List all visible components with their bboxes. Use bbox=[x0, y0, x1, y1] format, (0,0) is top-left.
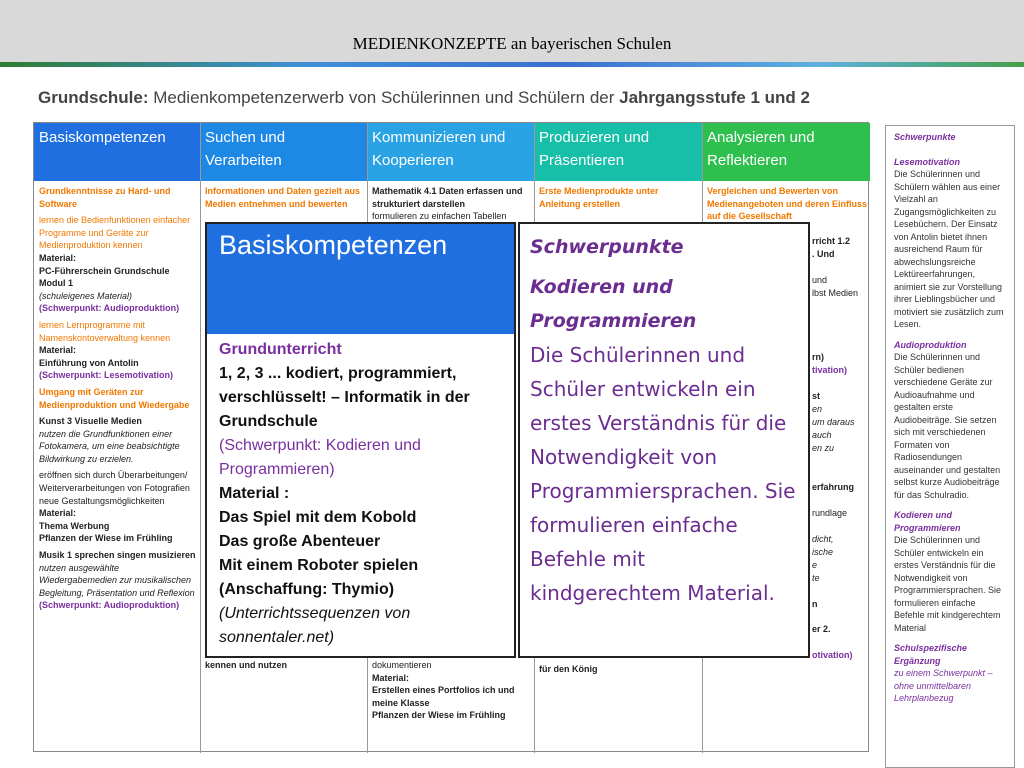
overlay-left-header bbox=[207, 224, 514, 334]
column-header-suchen: Suchen und Verarbeiten bbox=[200, 123, 367, 181]
column-1-content: Grundkenntnisse zu Hard- und Software lernen die Bedienfunktionen einfacher Programme und Geräte zur Medienproduktion kennen Material: PC-Führerschein Grundschule Modul 1 (schuleigenes Material) (Schwerpunkt: Audioproduktion) lernen Lernprogramme mit Namenskontoverwaltung kennen Material: Einführung von Antolin (Schwerpunkt: Lesemotivation) Umgang mit Geräten zur Medienproduktion und Wiedergabe Kunst 3 Visuelle Medien nutzen die Grundfunktionen einer Fotokamera, um eine beabsichtigte Bildwirkung zu erzielen. eröffnen sich durch Überarbeitungen/ Weiterverarbeitungen von Fotografien neue Gestaltungsmöglichkeiten Material: Thema Werbung Pflanzen der Wiese im Frühling Musik 1 sprechen singen musizieren nutzen ausgewählte Wiedergabemedien zur musikalischen Begleitung, Präsentation und Reflexion (Schwerpunkt: Audioproduktion) bbox=[39, 186, 196, 611]
column-divider bbox=[200, 123, 201, 753]
overlay-schwerpunkte bbox=[518, 222, 810, 658]
column-5-content: Vergleichen und Bewerten von Medienangeboten und deren Einfluss auf die Gesellschaft bbox=[707, 186, 868, 222]
side-section-heading: Lesemotivation bbox=[894, 156, 961, 167]
heading-middle: Medienkompetenzerwerb von Schülerinnen und Schülern der bbox=[148, 88, 620, 107]
slide-title: MEDIENKONZEPTE an bayerischen Schulen bbox=[352, 34, 672, 53]
column-5-fragment: n bbox=[812, 599, 818, 609]
column-5-fragment: rn) bbox=[812, 352, 824, 362]
overlay-left-line: Material : bbox=[219, 485, 290, 502]
column-5-fragment: te bbox=[812, 573, 820, 583]
overlay-right-text: Die Schülerinnen und Schüler entwickeln ein erstes Verständnis für die Notwendigkeit von Programmiersprachen. Sie formulieren einfache Befehle mit kindgerechtem Material. bbox=[530, 343, 796, 605]
overlay-left-body bbox=[207, 334, 514, 654]
overlay-right-subtitle: Kodieren und Programmieren bbox=[530, 276, 697, 332]
overlay-left-line: Das Spiel mit dem Kobold bbox=[219, 509, 417, 526]
overlay-left-title: Basiskompetenzen bbox=[219, 230, 448, 260]
column-3-content: Mathematik 4.1 Daten erfassen und strukturiert darstellen formulieren zu einfachen Tabellen bbox=[372, 186, 523, 222]
column-3-lower-content: dokumentieren Material: Erstellen eines Portfolios ich und meine Klasse Pflanzen der Wiese im Frühling bbox=[372, 660, 515, 721]
heading-school: Grundschule: bbox=[38, 88, 149, 107]
column-5-fragment: und bbox=[812, 275, 828, 285]
column-2-content: Informationen und Daten gezielt aus Medien entnehmen und bewerten bbox=[205, 186, 361, 209]
column-header-basiskompetenzen: Basiskompetenzen bbox=[34, 123, 200, 181]
column-4-fragment: für den König bbox=[539, 664, 598, 674]
column-5-fragment: er 2. bbox=[812, 624, 831, 634]
column-4-content: Erste Medienprodukte unter Anleitung erstellen bbox=[539, 186, 659, 209]
overlay-left-line: (Schwerpunkt: Kodieren und Programmieren) bbox=[219, 437, 421, 478]
column-header-produzieren: Produzieren und Präsentieren bbox=[534, 123, 702, 181]
column-5-fragment: e bbox=[812, 560, 818, 570]
column-5-fragment: rundlage bbox=[812, 508, 848, 518]
column-5-fragment: lbst Medien bbox=[812, 288, 859, 298]
overlay-basiskompetenzen bbox=[205, 222, 516, 658]
overlay-left-line: 1, 2, 3 ... kodiert, programmiert, verschlüsselt! – Informatik in der Grundschule bbox=[219, 365, 470, 430]
side-section-heading: Audioproduktion bbox=[894, 339, 967, 350]
column-5-fragment: dicht, bbox=[812, 534, 834, 544]
overlay-left-line: Mit einem Roboter spielen (Anschaffung: Thymio) bbox=[219, 557, 419, 598]
overlay-left-line: (Unterrichtssequenzen von sonnentaler.net) bbox=[219, 605, 411, 646]
column-5-fragment: st bbox=[812, 391, 821, 401]
slide-header bbox=[0, 0, 1024, 62]
column-5-fragment: um daraus bbox=[812, 417, 855, 427]
side-section-text: Die Schülerinnen und Schüler entwickeln ein erstes Verständnis für die Notwendigkeit von Programmiersprachen. Sie formulieren einfache Befehle mit kindgerechtem Material bbox=[894, 535, 1002, 633]
overlay-left-line: Grundunterricht bbox=[219, 341, 342, 358]
side-section-text: Die Schülerinnen und Schüler bedienen verschiedene Geräte zur Audioaufnahme und gestalten erste Audiobeiträge. Sie setzen sich mit verschiedenen Formaten von Radiosendungen auseinander und gestalten selbst kurze Audiobeiträge für das Schulradio. bbox=[894, 352, 1001, 500]
header-stripe bbox=[0, 62, 1024, 67]
side-title: Schwerpunkte bbox=[894, 132, 956, 142]
column-5-fragment: ische bbox=[812, 547, 834, 557]
page-heading bbox=[38, 88, 810, 108]
heading-grade: Jahrgangsstufe 1 und 2 bbox=[619, 88, 810, 107]
column-2-fragment: kennen und nutzen bbox=[205, 660, 287, 670]
column-5-fragment: erfahrung bbox=[812, 482, 855, 492]
column-header-analysieren: Analysieren und Reflektieren bbox=[702, 123, 870, 181]
side-section-heading: Schulspezifische Ergänzung bbox=[894, 643, 968, 666]
column-5-fragment: rricht 1.2 bbox=[812, 236, 851, 246]
side-section-text: zu einem Schwerpunkt – ohne unmittelbaren Lehrplanbezug bbox=[894, 668, 993, 703]
overlay-left-line: Das große Abenteuer bbox=[219, 533, 381, 550]
side-legend-box bbox=[885, 125, 1015, 768]
column-5-fragment: auch bbox=[812, 430, 832, 440]
side-section-text: Die Schülerinnen und Schülern wählen aus einer Vielzahl an Zugangsmöglichkeiten zu Lesebüchern. Der Einsatz von Antolin bietet ihnen ausreichend Raum für abwechslungsreiche Lektüreerfahrungen, animiert sie zur Vorstellung ihrer Lieblingsbücher und motiviert sie zusätzlich zum Lesen. bbox=[894, 169, 1004, 329]
column-5-fragment: en zu bbox=[812, 443, 835, 453]
column-5-fragment: . Und bbox=[812, 249, 835, 259]
column-header-kommunizieren: Kommunizieren und Kooperieren bbox=[367, 123, 534, 181]
side-section-heading: Kodieren und Programmieren bbox=[894, 510, 961, 533]
overlay-right-title: Schwerpunkte bbox=[530, 236, 684, 258]
column-5-fragment: otivation) bbox=[812, 650, 853, 660]
column-5-fragment: en bbox=[812, 404, 823, 414]
column-5-fragment: tivation) bbox=[812, 365, 847, 375]
